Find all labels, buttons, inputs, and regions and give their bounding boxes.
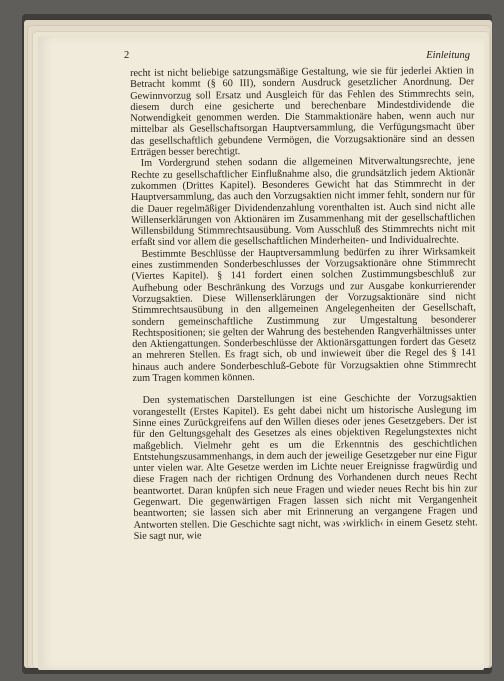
paragraph: Den systematischen Darstellungen ist eine Geschichte der Vorzugsaktien vorangestellt (Erstes Kapitel). Es geht dabei nicht um historische Auslegung im Sinne eines Zurückgreifens auf den Willen dieses oder jenes Gesetzgebers. Der ist für den Geltungsgehalt des Gesetzes als eines objektiven Regelungstextes nicht maßgeblich. Vielmehr geht es um die Erkenntnis des geschichtlichen Entstehungszusammenhangs, in dem auch der jeweilige Gesetzgeber nur eine Figur unter vielen war. Alte Gesetze werden im Lichte neuer Ereignisse fragwürdig und diese Fragen nach der richtigen Ordnung des Vorhandenen durch neues Recht beantwortet. Daran knüpfen sich neue Fragen und wieder neues Recht bis hin zur Gegenwart. Die gegenwärtigen Fragen lassen sich nicht mit Vergangenheit beantworten; sie lassen sich aber mit Erinnerung an vergangene Fragen und Antworten stellen. Die Geschichte sagt nicht, was ›wirklich‹ in einem Gesetz steht. Sie sagt nur, wie <box>132 392 478 542</box>
book-page <box>38 36 484 670</box>
paragraph: Bestimmte Beschlüsse der Hauptversammlung bedürfen zu ihrer Wirksamkeit eines zustimmenden Sonderbeschlusses der Vorzugsaktionäre ohne Stimmrecht (Viertes Kapitel). § 141 fordert einen solchen Zustimmungsbeschluß zur Aufhebung oder Beschränkung des Vorzugs und zur Ausgabe konkurrierender Vorzugsaktien. Diese Willenserklärungen der Vorzugsaktionäre sind nicht Stimmrechtsausübung in den allgemeinen Angelegenheiten der Gesellschaft, sondern gemeinschaftliche Zustimmung zur Umgestaltung besonderer Rechtspositionen; sie gelten der Wahrung des bestehenden Rangverhältnisses unter den Aktiengattungen. Sonderbeschlüsse der Aktionärsgattungen fordert das Gesetz an mehreren Stellen. Es fragt sich, ob und inwieweit über die Regel des § 141 hinaus auch andere Sonderbeschluß-Gebote für Vorzugsaktien ohne Stimmrecht zum Tragen kommen können. <box>131 246 477 385</box>
page-number: 2 <box>124 50 130 61</box>
paragraph: Im Vordergrund stehen sodann die allgemeinen Mitverwaltungsrechte, jene Rechte zu gesellschaftlicher Einflußnahme also, die grundsätzlich jedem Aktionär zukommen (Drittes Kapitel). Besonderes Gewicht hat das Stimmrecht in der Hauptversammlung, das auch den Vorzugsaktien nicht immer fehlt, sondern nur für die Dauer regelmäßiger Dividendenzahlung vorenthalten ist. Auch sind nicht alle Willenserklärungen von Aktionären im Zusammenhang mit der gesellschaftlichen Willensbildung Stimmrechtsausübung. Vom Ausschluß des Stimmrechts nicht mit erfaßt sind vor allem die gesellschaftlichen Minderheiten- und Individualrechte. <box>130 155 476 249</box>
page-header <box>124 50 470 66</box>
paragraph: recht ist nicht beliebige satzungsmäßige Gestaltung, wie sie für jederlei Aktien in Betracht kommt (§ 60 III), sondern Ausdruck gesetzlicher Anordnung. Der Gewinnvorzug soll Ersatz und Ausgleich für das Fehlen des Stimmrechts sein, diesem durch eine gesicherte und berechenbare Mindestdividende die Notwendigkeit genommen werden. Die Stammaktionäre haben, wenn auch nur mittelbar als Gesellschaftsorgan Hauptversammlung, die Verfügungsmacht über das gesellschaftlich gebundene Vermögen, die Vorzugsaktionäre sind an dessen Erträgen besser berechtigt. <box>130 65 475 159</box>
running-head: Einleitung <box>426 50 470 61</box>
body-text <box>130 65 478 542</box>
